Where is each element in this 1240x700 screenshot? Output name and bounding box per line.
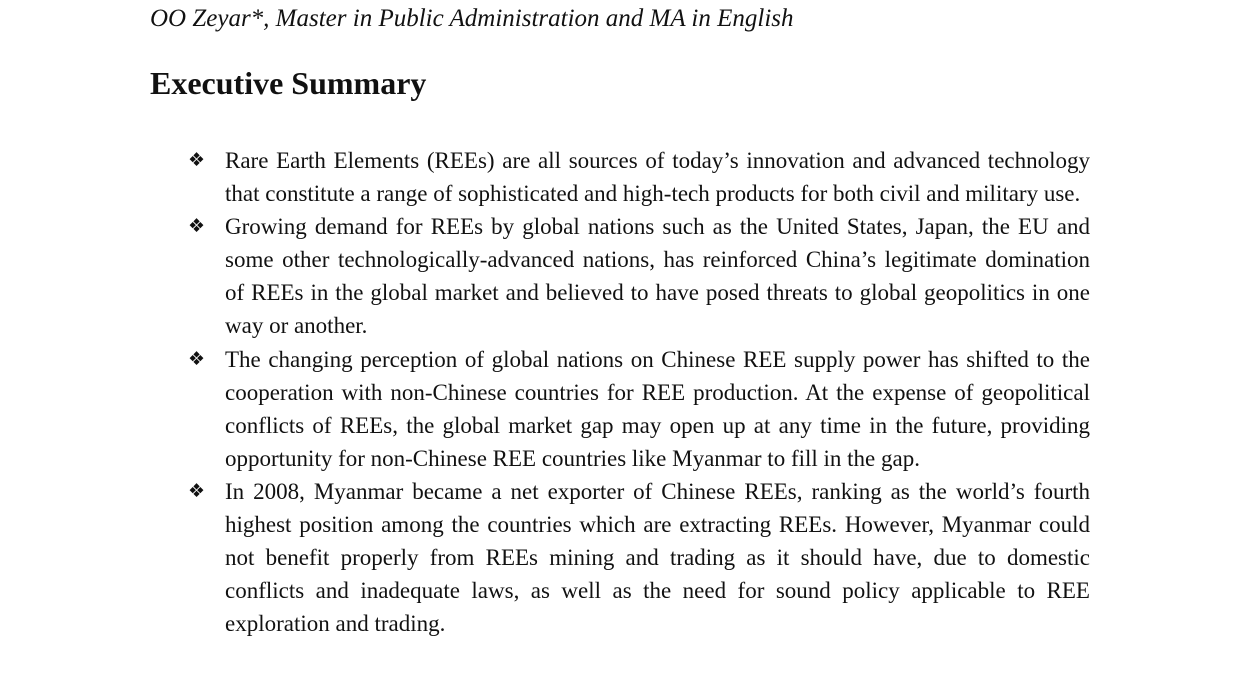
bullet-text: The changing perception of global nations on Chinese REE supply power has shifted to the cooperation with non-Chinese countries for REE production. At the expense of geopolitical conflicts of REEs, the global market gap may open up at any time in the future, providing opportunity for non-Chinese REE countries like Myanmar to fill in the gap. — [225, 346, 1090, 471]
bullet-text: Growing demand for REEs by global nations such as the United States, Japan, the EU and some other technologically-advanced nations, has reinforced China’s legitimate domination of REEs in the global market and believed to have posed threats to global geopolitics in one way or another. — [225, 214, 1090, 339]
author-line: OO Zeyar*, Master in Public Administration and MA in English — [150, 5, 794, 32]
four-diamond-bullet-icon: ❖ — [188, 149, 206, 171]
summary-bullet-list — [186, 144, 1090, 640]
bullet-item — [186, 144, 1090, 210]
bullet-text: Rare Earth Elements (REEs) are all sources of today’s innovation and advanced technology that constitute a range of sophisticated and high-tech products for both civil and military use. — [225, 148, 1090, 207]
section-heading: Executive Summary — [150, 65, 427, 101]
bullet-item — [186, 343, 1090, 475]
bullet-text: In 2008, Myanmar became a net exporter of Chinese REEs, ranking as the world’s fourth highest position among the countries which are extracting REEs. However, Myanmar could not benefit properly from REEs mining and trading as it should have, due to domestic conflicts and inadequate laws, as well as the need for sound policy applicable to REE exploration and trading. — [225, 478, 1090, 637]
four-diamond-bullet-icon: ❖ — [188, 479, 206, 502]
four-diamond-bullet-icon: ❖ — [188, 347, 206, 370]
four-diamond-bullet-icon: ❖ — [188, 215, 206, 238]
bullet-item — [186, 210, 1090, 342]
bullet-item — [186, 475, 1090, 640]
